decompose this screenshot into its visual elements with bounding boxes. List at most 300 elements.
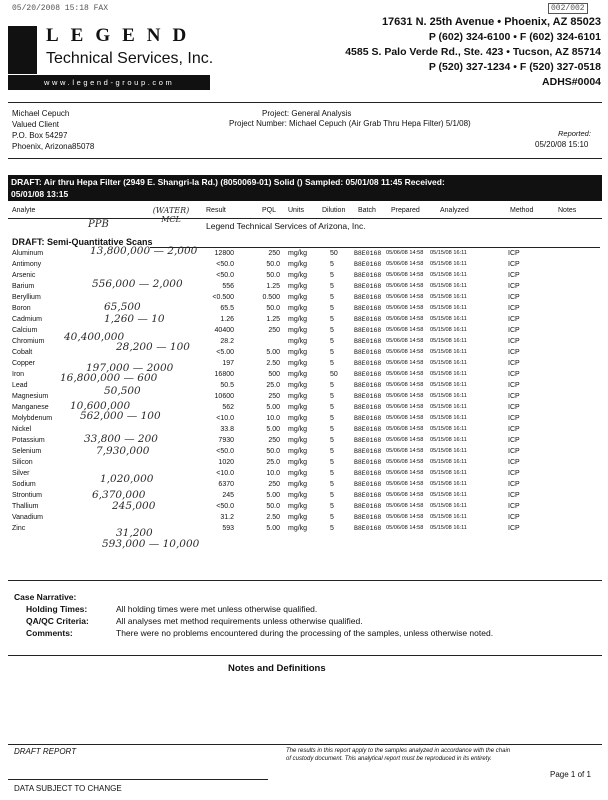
handwritten-note: 31,200 xyxy=(116,527,153,539)
cell-prepared: 05/06/08 14:58 xyxy=(386,305,424,311)
col-analyzed: Analyzed xyxy=(440,207,469,214)
cell-result: <50.0 xyxy=(216,272,234,279)
cell-units: mg/kg xyxy=(288,404,308,411)
fax-page-number: 002/002 xyxy=(548,3,588,14)
cell-batch: B8E0168 xyxy=(354,492,382,499)
notes-definitions-title: Notes and Definitions xyxy=(228,663,326,674)
cell-prepared: 05/06/08 14:58 xyxy=(386,503,424,509)
handwritten-ppb: PPB xyxy=(88,219,109,230)
cell-prepared: 05/06/08 14:58 xyxy=(386,514,424,520)
cell-batch: B8E0168 xyxy=(354,514,382,521)
cell-dilution: 5 xyxy=(330,360,334,367)
logo-mark xyxy=(8,26,37,74)
cell-analyzed: 05/15/08 16:11 xyxy=(430,404,467,410)
cell-method: ICP xyxy=(508,525,520,532)
table-row xyxy=(12,349,597,359)
cell-analyte: Calcium xyxy=(12,327,38,334)
divider xyxy=(150,247,600,248)
cell-analyzed: 05/15/08 16:11 xyxy=(430,316,467,322)
cell-method: ICP xyxy=(508,404,520,411)
project-number: Project Number: Michael Cepuch (Air Grab Thru Hepa Filter) 5/1/08) xyxy=(229,119,471,128)
cell-pql: 250 xyxy=(268,437,280,444)
cell-batch: B8E0168 xyxy=(354,327,382,334)
cell-units: mg/kg xyxy=(288,338,308,345)
cell-method: ICP xyxy=(508,327,520,334)
cell-method: ICP xyxy=(508,393,520,400)
cell-prepared: 05/06/08 14:58 xyxy=(386,338,424,344)
cell-units: mg/kg xyxy=(288,437,308,444)
handwritten-note: 562,000 — 100 xyxy=(80,410,161,422)
cell-analyte: Beryllium xyxy=(12,294,41,301)
table-row xyxy=(12,261,597,271)
cell-prepared: 05/06/08 14:58 xyxy=(386,250,424,256)
cell-dilution: 5 xyxy=(330,382,334,389)
col-notes: Notes xyxy=(558,207,577,214)
cell-prepared: 05/06/08 14:58 xyxy=(386,349,424,355)
cell-dilution: 5 xyxy=(330,261,334,268)
cell-dilution: 5 xyxy=(330,272,334,279)
cell-prepared: 05/06/08 14:58 xyxy=(386,492,424,498)
cell-pql: 2.50 xyxy=(266,514,280,521)
cell-dilution: 5 xyxy=(330,305,334,312)
cell-pql: 50.0 xyxy=(266,305,280,312)
cell-analyzed: 05/15/08 16:11 xyxy=(430,283,467,289)
cell-prepared: 05/06/08 14:58 xyxy=(386,459,424,465)
draft-sample-bar xyxy=(8,175,602,201)
cell-result: <10.0 xyxy=(216,415,234,422)
cell-method: ICP xyxy=(508,316,520,323)
cell-batch: B8E0168 xyxy=(354,382,382,389)
cell-dilution: 5 xyxy=(330,349,334,356)
cell-result: 1.26 xyxy=(220,316,234,323)
handwritten-water-mcl: (WATER) MCL xyxy=(152,206,190,224)
cell-analyzed: 05/15/08 16:11 xyxy=(430,481,467,487)
table-row xyxy=(12,316,597,326)
cell-batch: B8E0168 xyxy=(354,349,382,356)
cell-batch: B8E0168 xyxy=(354,250,382,257)
cell-units: mg/kg xyxy=(288,448,308,455)
logo-subtitle: Technical Services, Inc. xyxy=(46,50,214,67)
cell-result: <50.0 xyxy=(216,261,234,268)
cell-prepared: 05/06/08 14:58 xyxy=(386,294,424,300)
cell-method: ICP xyxy=(508,338,520,345)
cell-pql: 50.0 xyxy=(266,261,280,268)
cell-analyzed: 05/15/08 16:11 xyxy=(430,448,467,454)
handwritten-note: 593,000 — 10,000 xyxy=(102,538,200,550)
cell-units: mg/kg xyxy=(288,327,308,334)
cell-pql: 50.0 xyxy=(266,503,280,510)
cell-method: ICP xyxy=(508,382,520,389)
handwritten-note: 33,800 — 200 xyxy=(84,433,158,445)
cell-pql: 2.50 xyxy=(266,360,280,367)
cell-dilution: 5 xyxy=(330,470,334,477)
cell-analyzed: 05/15/08 16:11 xyxy=(430,426,467,432)
cell-result: 197 xyxy=(222,360,234,367)
cell-result: 10600 xyxy=(214,393,234,400)
client-address xyxy=(12,108,94,152)
cell-analyte: Arsenic xyxy=(12,272,36,279)
cell-result: <50.0 xyxy=(216,503,234,510)
cell-units: mg/kg xyxy=(288,514,308,521)
cell-analyte: Strontium xyxy=(12,492,42,499)
cell-units: mg/kg xyxy=(288,283,308,290)
handwritten-note: 13,800,000 — 2,000 xyxy=(90,245,198,257)
cell-result: 65.5 xyxy=(220,305,234,312)
client-line: Valued Client xyxy=(12,120,59,129)
cell-pql: 250 xyxy=(268,481,280,488)
cell-dilution: 5 xyxy=(330,481,334,488)
cell-dilution: 5 xyxy=(330,283,334,290)
cell-batch: B8E0168 xyxy=(354,393,382,400)
cell-prepared: 05/06/08 14:58 xyxy=(386,272,424,278)
cell-analyzed: 05/15/08 16:11 xyxy=(430,393,467,399)
handwritten-note: 7,930,000 xyxy=(96,445,150,457)
cell-result: 33.8 xyxy=(220,426,234,433)
cell-pql: 10.0 xyxy=(266,415,280,422)
section-title: DRAFT: Semi-Quantitative Scans xyxy=(12,237,153,247)
cell-analyte: Nickel xyxy=(12,426,32,433)
cell-analyte: Zinc xyxy=(12,525,26,532)
cell-analyzed: 05/15/08 16:11 xyxy=(430,272,467,278)
narrative-text: All holding times were met unless otherwise qualified. xyxy=(116,604,318,614)
table-row xyxy=(12,305,597,315)
cell-batch: B8E0168 xyxy=(354,503,382,510)
cell-result: <10.0 xyxy=(216,470,234,477)
cell-prepared: 05/06/08 14:58 xyxy=(386,360,424,366)
cell-result: 1020 xyxy=(218,459,234,466)
cell-result: <50.0 xyxy=(216,448,234,455)
col-prepared: Prepared xyxy=(391,207,420,214)
cell-method: ICP xyxy=(508,371,520,378)
cell-dilution: 5 xyxy=(330,316,334,323)
cell-units: mg/kg xyxy=(288,250,308,257)
cell-units: mg/kg xyxy=(288,481,308,488)
cell-result: 593 xyxy=(222,525,234,532)
cell-units: mg/kg xyxy=(288,470,308,477)
cell-pql: 50.0 xyxy=(266,448,280,455)
cell-analyte: Molybdenum xyxy=(12,415,53,422)
narrative-label: Holding Times: xyxy=(26,604,88,614)
cell-method: ICP xyxy=(508,481,520,488)
table-row xyxy=(12,503,597,513)
data-subject-to-change: DATA SUBJECT TO CHANGE xyxy=(14,784,122,793)
cell-units: mg/kg xyxy=(288,360,308,367)
cell-units: mg/kg xyxy=(288,305,308,312)
cell-result: 50.5 xyxy=(220,382,234,389)
cell-units: mg/kg xyxy=(288,415,308,422)
cell-units: mg/kg xyxy=(288,272,308,279)
handwritten-note: 28,200 — 100 xyxy=(116,341,190,353)
cell-pql: 0.500 xyxy=(262,294,280,301)
client-line: Michael Cepuch xyxy=(12,109,70,118)
cell-pql: 5.00 xyxy=(266,525,280,532)
table-row xyxy=(12,294,597,304)
cell-analyte: Antimony xyxy=(12,261,42,268)
table-row xyxy=(12,514,597,524)
report-disclaimer xyxy=(286,747,510,763)
cell-method: ICP xyxy=(508,459,520,466)
handwritten-note: 197,000 — 2000 xyxy=(86,362,174,374)
cell-dilution: 5 xyxy=(330,448,334,455)
cell-batch: B8E0168 xyxy=(354,415,382,422)
cell-batch: B8E0168 xyxy=(354,448,382,455)
cell-analyte: Sodium xyxy=(12,481,36,488)
fax-timestamp: 05/20/2008 15:18 FAX xyxy=(12,4,109,13)
handwritten-note: 1,020,000 xyxy=(100,473,154,485)
cell-batch: B8E0168 xyxy=(354,338,382,345)
cell-result: 556 xyxy=(222,283,234,290)
cell-analyzed: 05/15/08 16:11 xyxy=(430,415,467,421)
logo-name: LEGEND xyxy=(46,25,199,46)
table-row xyxy=(12,459,597,469)
cell-analyzed: 05/15/08 16:11 xyxy=(430,349,467,355)
cell-dilution: 5 xyxy=(330,294,334,301)
cell-prepared: 05/06/08 14:58 xyxy=(386,393,424,399)
cell-method: ICP xyxy=(508,305,520,312)
cell-pql: 5.00 xyxy=(266,404,280,411)
reported-date: 05/20/08 15:10 xyxy=(535,140,589,149)
cell-dilution: 5 xyxy=(330,514,334,521)
cell-analyzed: 05/15/08 16:11 xyxy=(430,525,467,531)
cell-units: mg/kg xyxy=(288,492,308,499)
cell-prepared: 05/06/08 14:58 xyxy=(386,437,424,443)
cell-result: <5.00 xyxy=(216,349,234,356)
client-line: Phoenix, Arizona85078 xyxy=(12,142,95,151)
cell-method: ICP xyxy=(508,492,520,499)
cell-analyzed: 05/15/08 16:11 xyxy=(430,250,467,256)
cell-units: mg/kg xyxy=(288,525,308,532)
cell-analyzed: 05/15/08 16:11 xyxy=(430,305,467,311)
narrative-text: There were no problems encountered during the processing of the samples, unless otherwise noted. xyxy=(116,628,494,638)
divider xyxy=(8,744,602,745)
draft-report-label: DRAFT REPORT xyxy=(14,747,77,756)
divider xyxy=(8,779,268,780)
lab-name: Legend Technical Services of Arizona, Inc. xyxy=(206,221,366,231)
cell-dilution: 5 xyxy=(330,393,334,400)
cell-dilution: 5 xyxy=(330,327,334,334)
company-address xyxy=(345,15,601,90)
logo-url: www.legend-group.com xyxy=(44,78,175,87)
draft-bar-line1: DRAFT: Air thru Hepa Filter (2949 E. Shangri-la Rd.) (8050069-01) Solid () Sampled: 05/01/08 11:45 Received: xyxy=(11,177,445,187)
cell-units: mg/kg xyxy=(288,459,308,466)
cell-analyte: Cadmium xyxy=(12,316,42,323)
cell-pql: 25.0 xyxy=(266,459,280,466)
cell-method: ICP xyxy=(508,437,520,444)
col-method: Method xyxy=(510,207,534,214)
col-dilution: Dilution xyxy=(322,207,346,214)
cell-analyte: Copper xyxy=(12,360,35,367)
cell-result: 28.2 xyxy=(220,338,234,345)
cell-result: 12800 xyxy=(214,250,234,257)
cell-dilution: 5 xyxy=(330,415,334,422)
cell-method: ICP xyxy=(508,503,520,510)
cell-batch: B8E0168 xyxy=(354,283,382,290)
table-row xyxy=(12,525,597,535)
handwritten-note: 6,370,000 xyxy=(92,489,146,501)
cell-prepared: 05/06/08 14:58 xyxy=(386,382,424,388)
cell-prepared: 05/06/08 14:58 xyxy=(386,448,424,454)
cell-pql: 5.00 xyxy=(266,426,280,433)
cell-analyte: Silver xyxy=(12,470,30,477)
client-line: P.O. Box 54297 xyxy=(12,131,68,140)
cell-pql: 5.00 xyxy=(266,492,280,499)
cell-method: ICP xyxy=(508,283,520,290)
cell-analyte: Selenium xyxy=(12,448,42,455)
cell-prepared: 05/06/08 14:58 xyxy=(386,481,424,487)
handwritten-note: 50,500 xyxy=(104,385,141,397)
cell-analyte: Manganese xyxy=(12,404,49,411)
cell-batch: B8E0168 xyxy=(354,305,382,312)
divider xyxy=(8,655,602,656)
draft-bar-line2: 05/01/08 13:15 xyxy=(11,189,69,199)
cell-batch: B8E0168 xyxy=(354,261,382,268)
cell-method: ICP xyxy=(508,261,520,268)
cell-result: <0.500 xyxy=(212,294,234,301)
col-pql: PQL xyxy=(262,207,277,214)
cell-batch: B8E0168 xyxy=(354,272,382,279)
narrative-label: Comments: xyxy=(26,628,73,638)
divider xyxy=(8,580,602,581)
cell-method: ICP xyxy=(508,514,520,521)
handwritten-note: 65,500 xyxy=(104,301,141,313)
case-narrative-title: Case Narrative: xyxy=(14,592,77,602)
narrative-label: QA/QC Criteria: xyxy=(26,616,89,626)
cell-prepared: 05/06/08 14:58 xyxy=(386,327,424,333)
cell-batch: B8E0168 xyxy=(354,426,382,433)
divider xyxy=(8,158,602,159)
handwritten-note: 10,600,000 xyxy=(70,400,131,412)
cell-analyzed: 05/15/08 16:11 xyxy=(430,371,467,377)
narrative-text: All analyses met method requirements unless otherwise qualified. xyxy=(116,616,363,626)
cell-dilution: 5 xyxy=(330,525,334,532)
disclaimer-line: The results in this report apply to the samples analyzed in accordance with the chain xyxy=(286,748,511,754)
cell-dilution: 5 xyxy=(330,338,334,345)
cell-pql: 250 xyxy=(268,250,280,257)
cell-analyte: Chromium xyxy=(12,338,45,345)
disclaimer-line: of custody document. This analytical report must be reproduced in its entirety. xyxy=(286,756,492,762)
project-name: Project: General Analysis xyxy=(262,109,352,118)
cell-result: 6370 xyxy=(218,481,234,488)
cell-prepared: 05/06/08 14:58 xyxy=(386,415,424,421)
cell-pql: 10.0 xyxy=(266,470,280,477)
cell-analyzed: 05/15/08 16:11 xyxy=(430,492,467,498)
handwritten-note: 556,000 — 2,000 xyxy=(92,278,183,290)
cell-pql: 250 xyxy=(268,327,280,334)
cell-prepared: 05/06/08 14:58 xyxy=(386,371,424,377)
cell-dilution: 50 xyxy=(330,250,338,257)
reported-label: Reported: xyxy=(558,129,591,138)
handwritten-note: 40,400,000 xyxy=(64,331,125,343)
cell-analyzed: 05/15/08 16:11 xyxy=(430,338,467,344)
cell-analyte: Cobalt xyxy=(12,349,33,356)
cell-units: mg/kg xyxy=(288,393,308,400)
cell-units: mg/kg xyxy=(288,371,308,378)
cell-method: ICP xyxy=(508,415,520,422)
cell-units: mg/kg xyxy=(288,426,308,433)
cell-method: ICP xyxy=(508,360,520,367)
cell-method: ICP xyxy=(508,294,520,301)
cell-pql: 50.0 xyxy=(266,272,280,279)
cell-result: 31.2 xyxy=(220,514,234,521)
cell-pql: 500 xyxy=(268,371,280,378)
cell-units: mg/kg xyxy=(288,503,308,510)
cell-batch: B8E0168 xyxy=(354,437,382,444)
cell-method: ICP xyxy=(508,349,520,356)
cell-analyte: Aluminum xyxy=(12,250,44,257)
cell-units: mg/kg xyxy=(288,382,308,389)
address-line: P (520) 327-1234 • F (520) 327-0518 xyxy=(428,61,601,73)
cell-prepared: 05/06/08 14:58 xyxy=(386,316,424,322)
cell-batch: B8E0168 xyxy=(354,404,382,411)
cell-analyzed: 05/15/08 16:11 xyxy=(430,294,467,300)
cell-batch: B8E0168 xyxy=(354,481,382,488)
cell-result: 245 xyxy=(222,492,234,499)
address-line: 17631 N. 25th Avenue • Phoenix, AZ 85023 xyxy=(381,16,601,28)
cell-dilution: 5 xyxy=(330,492,334,499)
cell-method: ICP xyxy=(508,470,520,477)
handwritten-note: 1,260 — 10 xyxy=(104,313,165,325)
cell-method: ICP xyxy=(508,250,520,257)
cell-analyte: Vanadium xyxy=(12,514,44,521)
cell-batch: B8E0168 xyxy=(354,294,382,301)
cell-result: 16800 xyxy=(214,371,234,378)
cell-result: 7930 xyxy=(218,437,234,444)
cell-units: mg/kg xyxy=(288,261,308,268)
cell-method: ICP xyxy=(508,272,520,279)
cell-dilution: 50 xyxy=(330,371,338,378)
cell-analyzed: 05/15/08 16:11 xyxy=(430,360,467,366)
cell-units: mg/kg xyxy=(288,349,308,356)
cell-pql: 1.25 xyxy=(266,283,280,290)
address-line: P (602) 324-6100 • F (602) 324-6101 xyxy=(428,31,601,43)
cell-pql: 1.25 xyxy=(266,316,280,323)
address-line: 4585 S. Palo Verde Rd., Ste. 423 • Tucson, AZ 85714 xyxy=(345,46,601,58)
cell-batch: B8E0168 xyxy=(354,316,382,323)
cell-units: mg/kg xyxy=(288,316,308,323)
cell-analyzed: 05/15/08 16:11 xyxy=(430,327,467,333)
address-line: ADHS#0004 xyxy=(542,76,601,88)
cell-analyzed: 05/15/08 16:11 xyxy=(430,437,467,443)
cell-analyte: Silicon xyxy=(12,459,33,466)
handwritten-note: 245,000 xyxy=(112,500,156,512)
cell-analyzed: 05/15/08 16:11 xyxy=(430,470,467,476)
divider xyxy=(8,102,602,103)
cell-prepared: 05/06/08 14:58 xyxy=(386,426,424,432)
cell-units: mg/kg xyxy=(288,294,308,301)
col-batch: Batch xyxy=(358,207,376,214)
col-units: Units xyxy=(288,207,304,214)
cell-analyte: Iron xyxy=(12,371,25,378)
cell-batch: B8E0168 xyxy=(354,470,382,477)
cell-method: ICP xyxy=(508,426,520,433)
cell-prepared: 05/06/08 14:58 xyxy=(386,470,424,476)
cell-analyzed: 05/15/08 16:11 xyxy=(430,261,467,267)
cell-result: 562 xyxy=(222,404,234,411)
cell-dilution: 5 xyxy=(330,404,334,411)
cell-result: 40400 xyxy=(214,327,234,334)
cell-analyzed: 05/15/08 16:11 xyxy=(430,514,467,520)
cell-prepared: 05/06/08 14:58 xyxy=(386,404,424,410)
cell-analyte: Lead xyxy=(12,382,28,389)
col-analyte: Analyte xyxy=(12,207,36,214)
cell-analyte: Boron xyxy=(12,305,31,312)
cell-prepared: 05/06/08 14:58 xyxy=(386,283,424,289)
cell-batch: B8E0168 xyxy=(354,459,382,466)
cell-batch: B8E0168 xyxy=(354,371,382,378)
cell-method: ICP xyxy=(508,448,520,455)
cell-pql: 250 xyxy=(268,393,280,400)
cell-batch: B8E0168 xyxy=(354,525,382,532)
